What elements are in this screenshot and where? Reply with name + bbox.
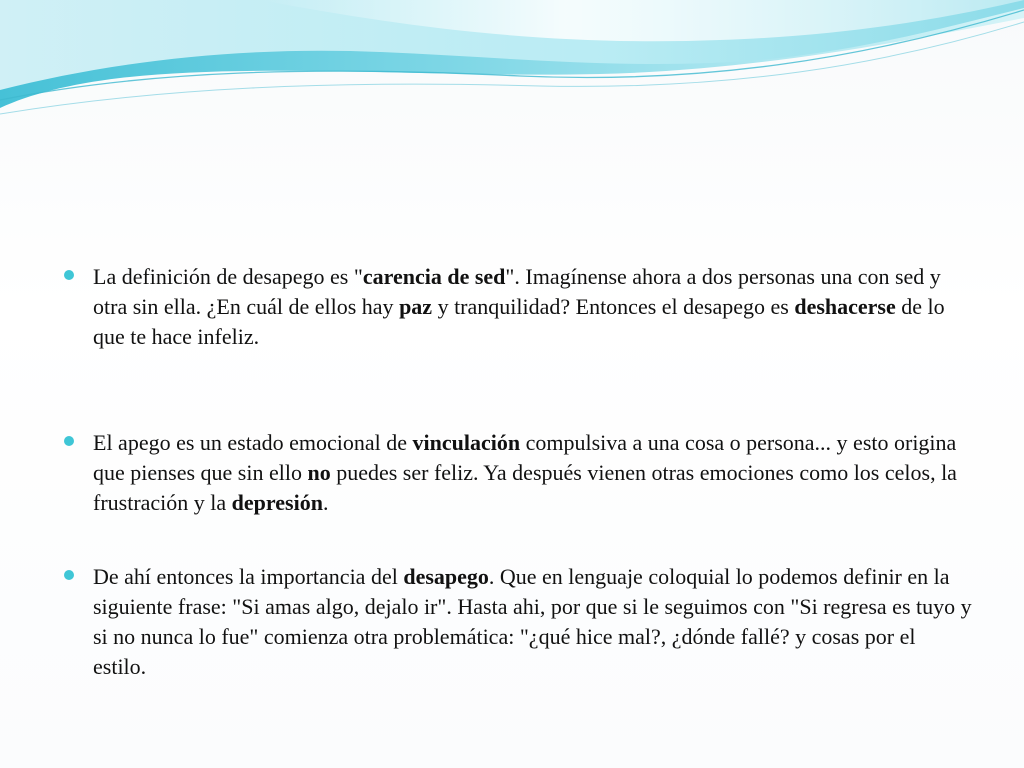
bullet-text — [93, 262, 973, 352]
body-text: y tranquilidad? Entonces el desapego es — [432, 294, 795, 319]
emphasis-text: no — [307, 460, 331, 485]
body-text: De ahí entonces la importancia del — [93, 564, 404, 589]
bullet-dot-icon — [64, 436, 74, 446]
body-text: . — [322, 490, 329, 515]
body-text: de lo que te hace infeliz. — [93, 294, 945, 349]
decorative-wave-header — [0, 0, 1024, 130]
emphasis-text: desapego — [403, 564, 489, 589]
emphasis-text: deshacerse — [794, 294, 896, 319]
emphasis-text: paz — [399, 294, 433, 319]
bullet-text — [93, 562, 973, 682]
bullet-text — [93, 428, 973, 518]
body-text: puedes ser feliz. Ya después vienen otras emociones como los celos, la frustración y la — [93, 460, 957, 515]
emphasis-text: vinculación — [412, 430, 521, 455]
body-text: ". Imagínense ahora a dos personas una con sed y otra sin ella. ¿En cuál de ellos hay — [93, 264, 941, 319]
emphasis-text: depresión — [231, 490, 323, 515]
body-text: El apego es un estado emocional de — [93, 430, 413, 455]
body-text: . Que en lenguaje coloquial lo podemos definir en la siguiente frase: "Si amas algo, dejalo ir". Hasta ahi, por que si le seguimos con "Si regresa es tuyo y si no nunca lo fue" comienza otra problemática: "¿qué hice mal?, ¿dónde fallé? y cosas por el estilo. — [93, 564, 972, 679]
body-text: La definición de desapego es " — [93, 264, 363, 289]
bullet-dot-icon — [64, 270, 74, 280]
emphasis-text: carencia de sed — [362, 264, 506, 289]
bullet-dot-icon — [64, 570, 74, 580]
body-text: compulsiva a una cosa o persona... y esto origina que pienses que sin ello — [93, 430, 957, 485]
